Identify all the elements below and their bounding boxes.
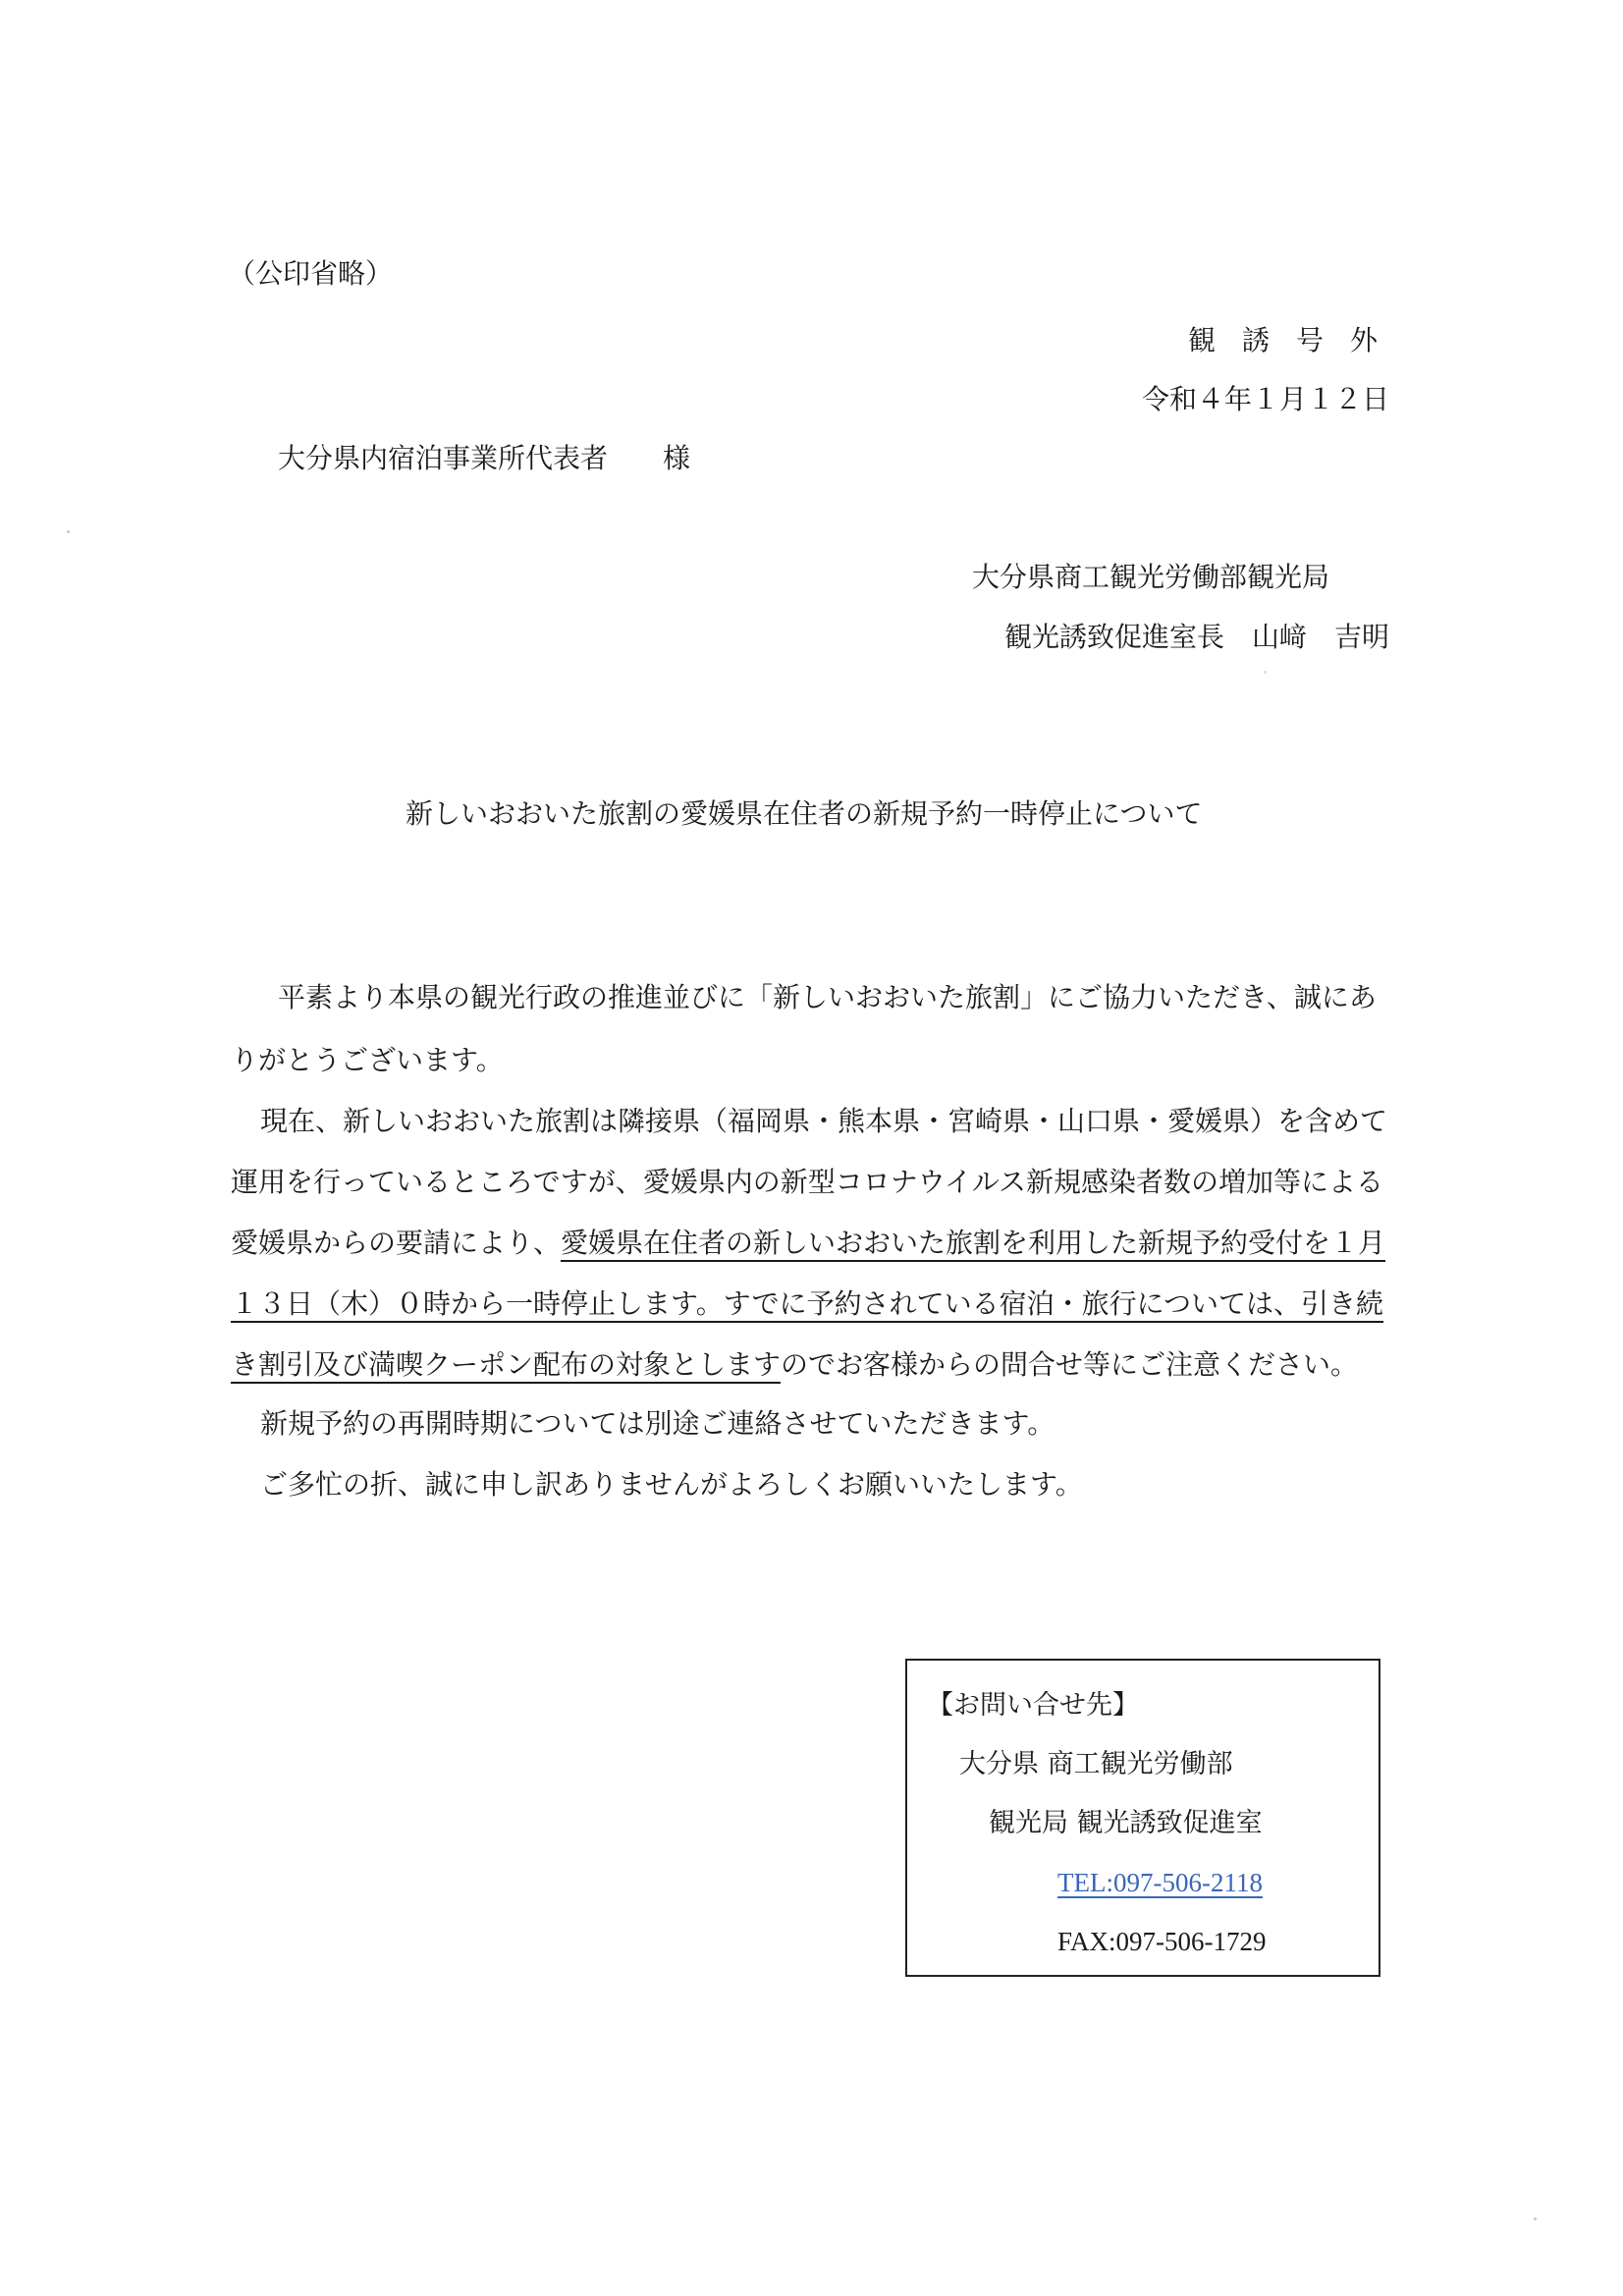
addressee: 大分県内宿泊事業所代表者 様 (278, 442, 691, 474)
document-number: 観誘号外 (1187, 324, 1404, 356)
contact-fax: FAX:097-506-1729 (1057, 1927, 1267, 1956)
body-line-3: 現在、新しいおおいた旅割は隣接県（福岡県・熊本県・宮崎県・山口県・愛媛県）を含めて (260, 1105, 1388, 1137)
body-line-9: ご多忙の折、誠に申し訳ありませんがよろしくお願いいたします。 (260, 1468, 1083, 1501)
body-line-5-plain: 愛媛県からの要請により、 (231, 1227, 562, 1259)
body-line-7-underlined: き割引及び満喫クーポン配布の対象とします (231, 1348, 782, 1381)
body-line-5-underlined: 愛媛県在住者の新しいおおいた旅割を利用した新規予約受付を１月 (561, 1227, 1386, 1259)
body-line-7-plain: のでお客様からの問合せ等にご注意ください。 (781, 1348, 1359, 1381)
body-line-2: りがとうございます。 (231, 1044, 504, 1076)
body-line-4: 運用を行っているところですが、愛媛県内の新型コロナウイルス新規感染者数の増加等による (231, 1166, 1384, 1198)
scan-speck (67, 530, 70, 533)
scan-speck (1534, 2217, 1537, 2220)
scan-speck (1264, 671, 1267, 674)
contact-division: 観光局 観光誘致促進室 (989, 1808, 1263, 1838)
body-line-1: 平素より本県の観光行政の推進並びに「新しいおおいた旅割」にご協力いただき、誠にあ (278, 981, 1377, 1013)
body-line-7 (231, 1343, 1389, 1383)
contact-box (905, 1659, 1380, 1977)
document-date: 令和４年１月１２日 (1141, 383, 1389, 415)
subject-title: 新しいおおいた旅割の愛媛県在住者の新規予約一時停止について (406, 797, 1203, 830)
body-line-8: 新規予約の再開時期については別途ご連絡させていただきます。 (260, 1407, 1055, 1440)
contact-heading: 【お問い合せ先】 (927, 1690, 1139, 1721)
contact-tel-link[interactable]: TEL:097-506-2118 (1057, 1868, 1263, 1897)
contact-organization: 大分県 商工観光労働部 (959, 1749, 1233, 1779)
body-line-5 (231, 1222, 1389, 1261)
seal-omitted-note: （公印省略） (228, 257, 394, 290)
sender-department: 大分県商工観光労働部観光局 (972, 561, 1330, 593)
sender-title-name: 観光誘致促進室長 山﨑 吉明 (1003, 621, 1389, 653)
body-line-6: １３日（木）０時から一時停止します。すでに予約されている宿泊・旅行については、引き続 (231, 1287, 1384, 1320)
